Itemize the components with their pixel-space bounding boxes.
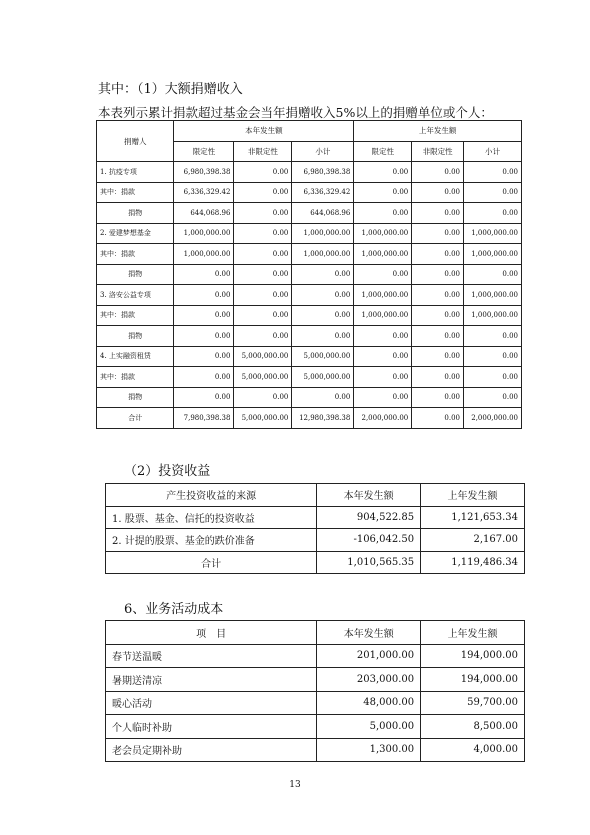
cell-value: 1,300.00 bbox=[317, 738, 421, 762]
operating-costs-table bbox=[105, 620, 525, 762]
cell-value: 0.00 bbox=[412, 285, 464, 306]
cell-value: 0.00 bbox=[412, 346, 464, 367]
cell-value: 1,000,000.00 bbox=[463, 223, 521, 244]
header-restricted: 限定性 bbox=[174, 141, 234, 162]
cell-value: 0.00 bbox=[463, 264, 521, 285]
table-row bbox=[106, 668, 525, 692]
cell-value: 12,980,398.38 bbox=[292, 408, 354, 429]
row-label: 捐物 bbox=[97, 326, 174, 347]
header-donor: 捐赠人 bbox=[97, 121, 174, 162]
cell-value: 1,000,000.00 bbox=[354, 223, 412, 244]
cell-value: 0.00 bbox=[234, 203, 292, 224]
cell-value: 2,167.00 bbox=[421, 529, 525, 552]
table-row bbox=[106, 738, 525, 762]
cell-value: 0.00 bbox=[463, 326, 521, 347]
cell-value: 0.00 bbox=[234, 244, 292, 265]
cell-value: 0.00 bbox=[412, 162, 464, 183]
cell-value: 0.00 bbox=[412, 305, 464, 326]
cell-value: 0.00 bbox=[463, 203, 521, 224]
cell-value: 0.00 bbox=[354, 203, 412, 224]
cell-value: 644,068.96 bbox=[174, 203, 234, 224]
cell-value: 0.00 bbox=[412, 367, 464, 388]
table-row-total bbox=[97, 408, 522, 429]
row-label: 合计 bbox=[106, 551, 317, 574]
header-prior-year: 上年发生额 bbox=[354, 121, 522, 142]
cell-value: 8,500.00 bbox=[421, 715, 525, 739]
header-subtotal: 小计 bbox=[463, 141, 521, 162]
row-label: 暖心活动 bbox=[106, 691, 317, 715]
header-unrestricted: 非限定性 bbox=[412, 141, 464, 162]
table-row bbox=[97, 367, 522, 388]
header-current-year: 本年发生额 bbox=[317, 621, 421, 645]
cell-value: 0.00 bbox=[234, 285, 292, 306]
table-row bbox=[97, 203, 522, 224]
row-label: 春节送温暖 bbox=[106, 644, 317, 668]
cell-value: 0.00 bbox=[292, 326, 354, 347]
cell-value: 0.00 bbox=[412, 326, 464, 347]
page-number: 13 bbox=[289, 780, 301, 790]
cell-value: 2,000,000.00 bbox=[463, 408, 521, 429]
cell-value: 1,000,000.00 bbox=[354, 305, 412, 326]
cell-value: 0.00 bbox=[292, 264, 354, 285]
header-prior-year: 上年发生额 bbox=[421, 484, 525, 507]
row-label: 捐物 bbox=[97, 387, 174, 408]
cell-value: -106,042.50 bbox=[317, 529, 421, 552]
row-label: 其中：捐款 bbox=[97, 182, 174, 203]
cell-value: 0.00 bbox=[234, 305, 292, 326]
cell-value: 904,522.85 bbox=[317, 506, 421, 529]
cell-value: 0.00 bbox=[174, 305, 234, 326]
row-label: 2. 计提的股票、基金的跌价准备 bbox=[106, 529, 317, 552]
cell-value: 0.00 bbox=[354, 326, 412, 347]
cell-value: 0.00 bbox=[412, 387, 464, 408]
header-subtotal: 小计 bbox=[292, 141, 354, 162]
cell-value: 1,000,000.00 bbox=[463, 285, 521, 306]
cell-value: 0.00 bbox=[463, 387, 521, 408]
cell-value: 0.00 bbox=[463, 162, 521, 183]
row-label: 捐物 bbox=[97, 203, 174, 224]
cell-value: 5,000,000.00 bbox=[292, 367, 354, 388]
row-label: 1. 抗疫专项 bbox=[97, 162, 174, 183]
cell-value: 0.00 bbox=[463, 182, 521, 203]
row-label: 其中：捐款 bbox=[97, 305, 174, 326]
cell-value: 48,000.00 bbox=[317, 691, 421, 715]
cell-value: 0.00 bbox=[234, 162, 292, 183]
cell-value: 201,000.00 bbox=[317, 644, 421, 668]
section-heading-large-donations: 其中：（1）大额捐赠收入 bbox=[98, 82, 243, 97]
row-label: 合计 bbox=[97, 408, 174, 429]
cell-value: 1,121,653.34 bbox=[421, 506, 525, 529]
header-source: 产生投资收益的来源 bbox=[106, 484, 317, 507]
cell-value: 7,980,398.38 bbox=[174, 408, 234, 429]
cell-value: 0.00 bbox=[292, 387, 354, 408]
cell-value: 1,000,000.00 bbox=[354, 244, 412, 265]
table-row bbox=[97, 387, 522, 408]
cell-value: 0.00 bbox=[412, 408, 464, 429]
cell-value: 0.00 bbox=[354, 182, 412, 203]
cell-value: 0.00 bbox=[412, 182, 464, 203]
cell-value: 1,000,000.00 bbox=[292, 223, 354, 244]
section-heading-investment-income: （2）投资收益 bbox=[124, 464, 211, 479]
cell-value: 194,000.00 bbox=[421, 668, 525, 692]
table-row bbox=[106, 691, 525, 715]
cell-value: 0.00 bbox=[234, 182, 292, 203]
table-row bbox=[106, 506, 525, 529]
cell-value: 1,000,000.00 bbox=[463, 305, 521, 326]
cell-value: 59,700.00 bbox=[421, 691, 525, 715]
table-row bbox=[106, 715, 525, 739]
row-label: 其中：捐款 bbox=[97, 244, 174, 265]
header-unrestricted: 非限定性 bbox=[234, 141, 292, 162]
row-label: 个人临时补助 bbox=[106, 715, 317, 739]
header-item: 项 目 bbox=[106, 621, 317, 645]
cell-value: 0.00 bbox=[354, 162, 412, 183]
cell-value: 0.00 bbox=[174, 346, 234, 367]
cell-value: 6,980,398.38 bbox=[174, 162, 234, 183]
cell-value: 0.00 bbox=[354, 367, 412, 388]
cell-value: 1,119,486.34 bbox=[421, 551, 525, 574]
header-current-year: 本年发生额 bbox=[317, 484, 421, 507]
cell-value: 5,000,000.00 bbox=[234, 408, 292, 429]
cell-value: 1,000,000.00 bbox=[463, 244, 521, 265]
row-label: 老会员定期补助 bbox=[106, 738, 317, 762]
header-prior-year: 上年发生额 bbox=[421, 621, 525, 645]
cell-value: 0.00 bbox=[234, 387, 292, 408]
cell-value: 4,000.00 bbox=[421, 738, 525, 762]
cell-value: 5,000,000.00 bbox=[234, 346, 292, 367]
cell-value: 0.00 bbox=[174, 285, 234, 306]
cell-value: 0.00 bbox=[354, 387, 412, 408]
table-row bbox=[97, 182, 522, 203]
header-restricted: 限定性 bbox=[354, 141, 412, 162]
cell-value: 0.00 bbox=[292, 305, 354, 326]
cell-value: 0.00 bbox=[292, 285, 354, 306]
cell-value: 1,000,000.00 bbox=[292, 244, 354, 265]
cell-value: 0.00 bbox=[174, 326, 234, 347]
table-row bbox=[97, 264, 522, 285]
table-row bbox=[97, 223, 522, 244]
table-row bbox=[97, 162, 522, 183]
cell-value: 0.00 bbox=[234, 264, 292, 285]
row-label: 1. 股票、基金、信托的投资收益 bbox=[106, 506, 317, 529]
row-label: 3. 洛安公益专项 bbox=[97, 285, 174, 306]
cell-value: 0.00 bbox=[463, 346, 521, 367]
cell-value: 0.00 bbox=[412, 244, 464, 265]
cell-value: 0.00 bbox=[174, 367, 234, 388]
table-row bbox=[97, 346, 522, 367]
cell-value: 0.00 bbox=[412, 223, 464, 244]
row-label: 其中：捐款 bbox=[97, 367, 174, 388]
table-row bbox=[106, 644, 525, 668]
cell-value: 6,336,329.42 bbox=[292, 182, 354, 203]
cell-value: 203,000.00 bbox=[317, 668, 421, 692]
row-label: 4. 上实融资租赁 bbox=[97, 346, 174, 367]
table-row bbox=[97, 326, 522, 347]
table-row bbox=[97, 305, 522, 326]
table-row bbox=[106, 529, 525, 552]
cell-value: 194,000.00 bbox=[421, 644, 525, 668]
cell-value: 5,000,000.00 bbox=[234, 367, 292, 388]
cell-value: 1,000,000.00 bbox=[354, 285, 412, 306]
cell-value: 0.00 bbox=[412, 203, 464, 224]
row-label: 捐物 bbox=[97, 264, 174, 285]
cell-value: 0.00 bbox=[412, 264, 464, 285]
cell-value: 0.00 bbox=[354, 264, 412, 285]
cell-value: 5,000.00 bbox=[317, 715, 421, 739]
cell-value: 0.00 bbox=[174, 264, 234, 285]
cell-value: 5,000,000.00 bbox=[292, 346, 354, 367]
cell-value: 6,336,329.42 bbox=[174, 182, 234, 203]
table-row bbox=[97, 244, 522, 265]
header-current-year: 本年发生额 bbox=[174, 121, 354, 142]
cell-value: 0.00 bbox=[463, 367, 521, 388]
cell-value: 2,000,000.00 bbox=[354, 408, 412, 429]
table-row bbox=[97, 285, 522, 306]
table-row-total bbox=[106, 551, 525, 574]
row-label: 暑期送清凉 bbox=[106, 668, 317, 692]
cell-value: 0.00 bbox=[234, 326, 292, 347]
investment-income-table bbox=[105, 483, 525, 574]
large-donations-table bbox=[96, 120, 522, 429]
cell-value: 1,000,000.00 bbox=[174, 244, 234, 265]
cell-value: 0.00 bbox=[174, 387, 234, 408]
cell-value: 644,068.96 bbox=[292, 203, 354, 224]
cell-value: 0.00 bbox=[234, 223, 292, 244]
cell-value: 6,980,398.38 bbox=[292, 162, 354, 183]
section-heading-operating-costs: 6、业务活动成本 bbox=[124, 602, 224, 617]
cell-value: 1,010,565.35 bbox=[317, 551, 421, 574]
row-label: 2. 爱建梦想基金 bbox=[97, 223, 174, 244]
section-description: 本表列示累计捐款超过基金会当年捐赠收入5%以上的捐赠单位或个人： bbox=[98, 105, 493, 120]
cell-value: 1,000,000.00 bbox=[174, 223, 234, 244]
cell-value: 0.00 bbox=[354, 346, 412, 367]
